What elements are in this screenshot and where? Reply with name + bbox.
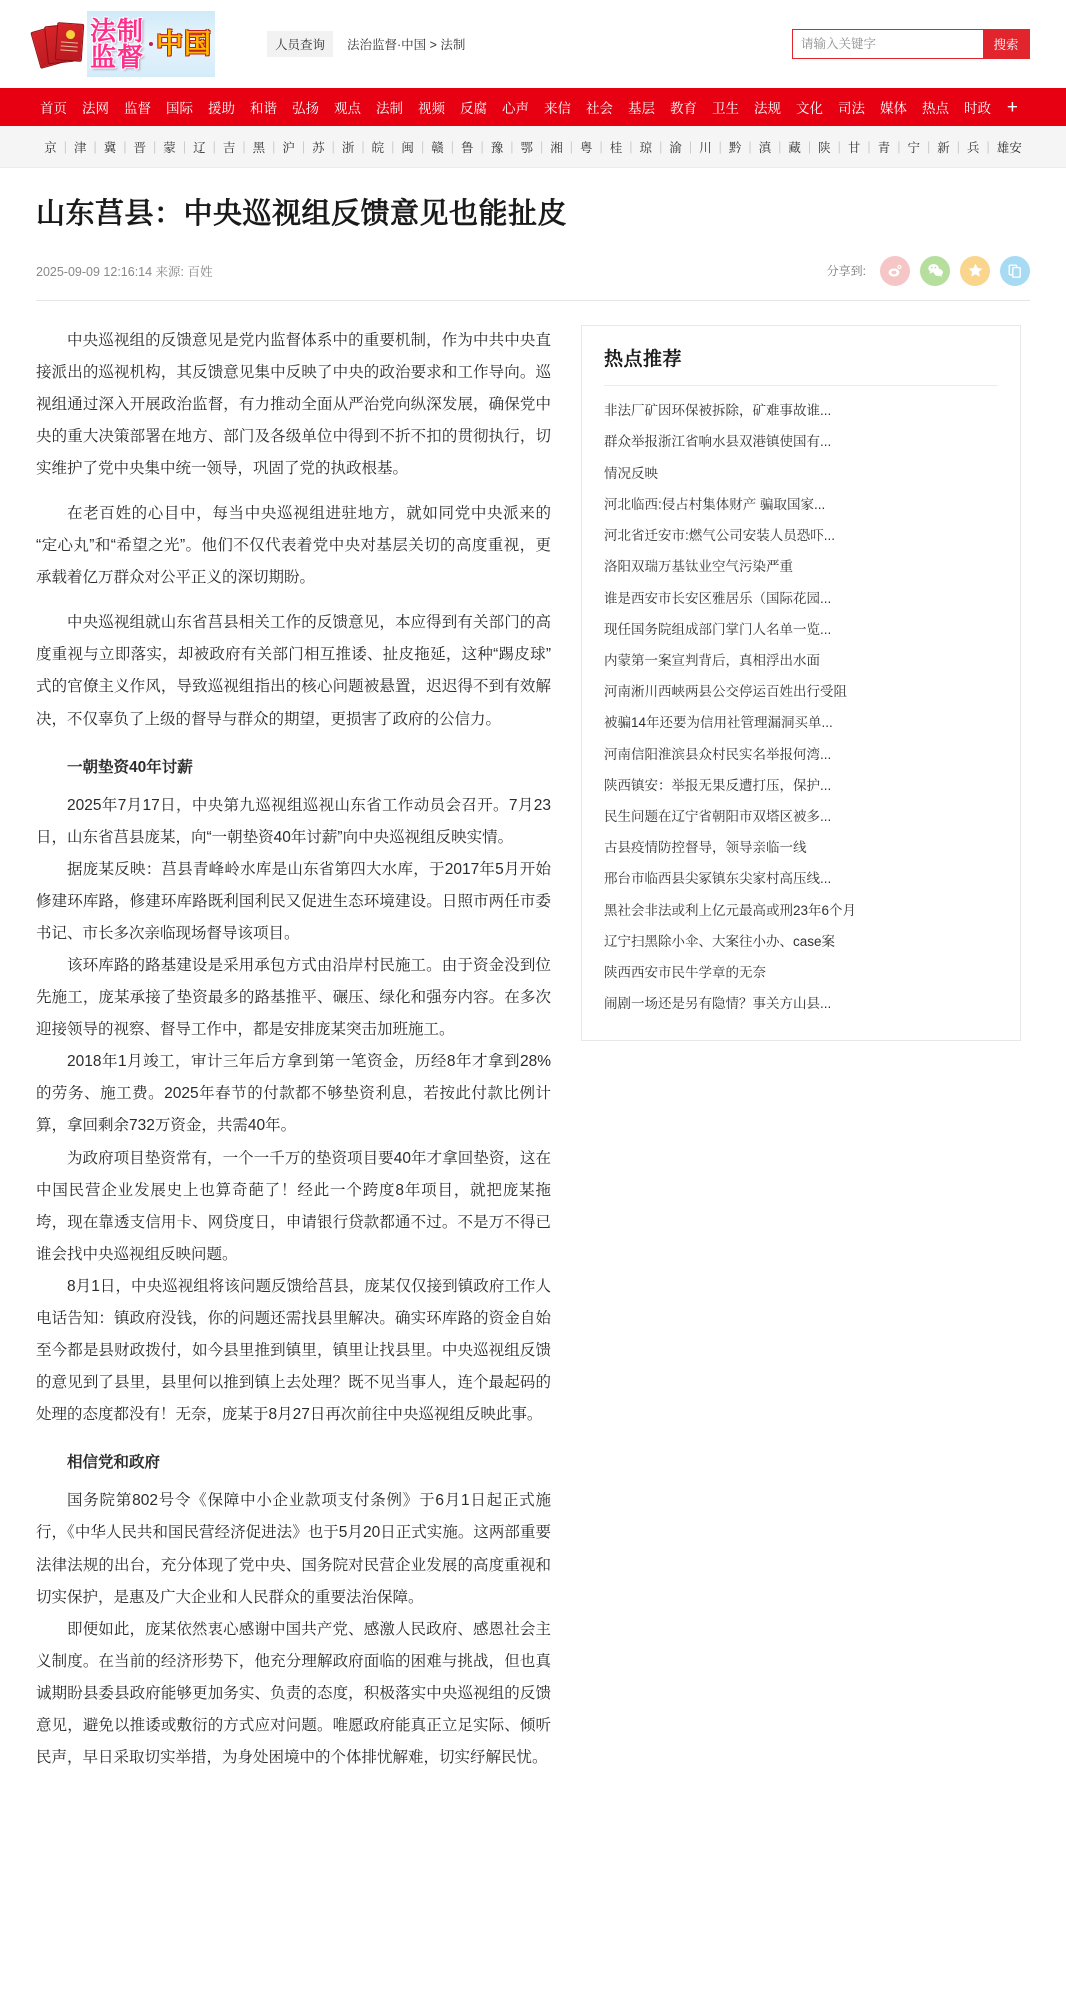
province-separator: | <box>688 139 693 154</box>
hot-item-link-12[interactable]: 陕西镇安：举报无果反遭打压，保护... <box>604 777 832 793</box>
hot-item-link-18[interactable]: 陕西西安市民牛学章的无奈 <box>604 965 766 981</box>
nav-item-21[interactable]: 热点 <box>922 101 949 116</box>
province-separator: | <box>837 139 841 154</box>
list-item <box>604 396 998 427</box>
list-item <box>604 583 998 614</box>
nav-item-14[interactable]: 基层 <box>628 101 655 116</box>
nav-item-19[interactable]: 司法 <box>838 101 865 116</box>
hot-recommend-list <box>604 396 998 1020</box>
province-separator: | <box>778 139 782 154</box>
wechat-icon[interactable] <box>920 256 950 286</box>
province-separator: | <box>331 139 335 154</box>
site-logo[interactable] <box>33 11 215 77</box>
nav-expand-plus-icon[interactable]: + <box>1006 96 1018 118</box>
province-link-20[interactable]: 琼 <box>639 140 653 155</box>
hot-item-link-7[interactable]: 现任国务院组成部门掌门人名单一览... <box>604 621 832 637</box>
hot-item-link-3[interactable]: 河北临西:侵占村集体财产 骗取国家... <box>604 496 826 512</box>
list-item <box>604 989 998 1020</box>
province-separator: | <box>926 139 931 154</box>
province-separator: | <box>718 139 722 154</box>
article-meta-text: 2025-09-09 12:16:14 来源: 百姓 <box>36 264 213 279</box>
province-separator: | <box>420 139 425 154</box>
province-link-23[interactable]: 黔 <box>728 140 742 155</box>
nav-item-4[interactable]: 援助 <box>208 101 235 116</box>
province-link-4[interactable]: 蒙 <box>163 140 176 155</box>
hot-item-link-13[interactable]: 民生问题在辽宁省朝阳市双塔区被多... <box>604 809 832 825</box>
province-separator: | <box>510 139 514 154</box>
province-separator: | <box>569 139 574 154</box>
province-link-13[interactable]: 赣 <box>431 140 444 155</box>
province-separator: | <box>599 139 603 154</box>
list-item <box>604 864 998 895</box>
province-separator: | <box>391 139 395 154</box>
nav-item-12[interactable]: 来信 <box>544 101 571 116</box>
hot-item-link-9[interactable]: 河南淅川西峡两县公交停运百姓出行受阻 <box>604 684 847 700</box>
article-s1-paragraph-3: 2018年1月竣工，审计三年后方拿到第一笔资金，历经8年才拿到28%的劳务、施工费。2025年春节的付款都不够垫资利息，若按此付款比例计算，拿回剩余732万资金，共需40年。 <box>36 1053 551 1135</box>
province-separator: | <box>93 139 97 154</box>
hot-item-link-15[interactable]: 邢台市临西县尖冢镇东尖家村高压线... <box>604 871 832 887</box>
province-separator: | <box>867 139 871 154</box>
article-header <box>0 168 1066 301</box>
hot-item-link-2[interactable]: 情况反映 <box>604 465 658 481</box>
list-item <box>604 926 998 957</box>
list-item <box>604 708 998 739</box>
article-s1-paragraph-4: 为政府项目垫资常有，一个一千万的垫资项目要40年才拿回垫资，这在中国民营企业发展史上也算奇葩了！经此一个跨度8年项目，就把庞某拖垮，现在靠透支信用卡、网贷度日，申请银行贷款都通不过。不是万不得已谁会找中央巡视组反映问题。 <box>36 1149 551 1263</box>
sidebar <box>581 325 1021 1041</box>
logo-text-left: 法制 监督 <box>89 16 144 72</box>
province-link-8[interactable]: 沪 <box>282 140 295 155</box>
province-separator: | <box>301 139 306 154</box>
province-separator: | <box>450 139 454 154</box>
province-link-32[interactable]: 雄安 <box>996 140 1022 155</box>
main-nav-items <box>0 97 991 117</box>
share-label: 分享到: <box>826 264 866 279</box>
breadcrumb[interactable]: 法治监督·中国 > 法制 <box>347 38 466 52</box>
province-link-22[interactable]: 川 <box>699 140 712 155</box>
hot-item-link-10[interactable]: 被骗14年还要为信用社管理漏洞买单... <box>604 715 833 731</box>
province-separator: | <box>480 139 484 154</box>
province-list <box>37 138 1029 156</box>
list-item <box>604 552 998 583</box>
province-link-6[interactable]: 吉 <box>222 140 236 155</box>
province-link-26[interactable]: 陕 <box>818 140 831 155</box>
nav-item-5[interactable]: 和谐 <box>250 101 277 116</box>
list-item <box>604 489 998 520</box>
copy-link-icon[interactable] <box>1000 256 1030 286</box>
province-separator: | <box>361 139 365 154</box>
province-separator: | <box>123 139 127 154</box>
article-s1-paragraph-1: 据庞某反映：莒县青峰岭水库是山东省第四大水库，于2017年5月开始修建环库路，修建环库路既利国利民又促进生态环境建设。日照市两任市委书记、市长多次亲临现场督导该项目。 <box>36 860 551 943</box>
list-item <box>604 427 998 458</box>
list-item <box>604 958 998 989</box>
main-navigation <box>0 88 1066 126</box>
article-paragraph-0: 中央巡视组的反馈意见是党内监督体系中的重要机制，作为中共中央直接派出的巡视机构，其反馈意见集中反映了中央的政治要求和工作导向。巡视组通过深入开展政治监督，有力推动全面从严治党向纵深发展，确保党中央的重大决策部署在地方、部门及各级单位中得到不折不扣的贯彻执行，切实维护了党中央集中统一领导，巩固了党的执政根基。 <box>36 331 551 477</box>
province-separator: | <box>807 139 812 154</box>
page-title: 山东莒县：中央巡视组反馈意见也能扯皮 <box>36 198 568 230</box>
list-item <box>604 458 998 489</box>
article-body <box>36 325 551 1774</box>
nav-item-20[interactable]: 媒体 <box>880 101 907 116</box>
province-link-12[interactable]: 闽 <box>401 140 414 155</box>
province-link-1[interactable]: 津 <box>74 140 87 155</box>
law-books-icon <box>33 19 85 69</box>
hot-item-link-4[interactable]: 河北省迁安市:燃气公司安装人员恐吓... <box>604 528 836 544</box>
hot-item-link-6[interactable]: 谁是西安市长安区雅居乐（国际花园... <box>604 590 832 606</box>
province-link-10[interactable]: 浙 <box>341 140 355 155</box>
province-link-11[interactable]: 皖 <box>371 140 385 155</box>
nav-item-10[interactable]: 反腐 <box>460 101 487 116</box>
list-item <box>604 645 998 676</box>
province-separator: | <box>986 139 990 154</box>
article-s1-paragraph-2: 该环库路的路基建设是采用承包方式由沿岸村民施工。由于资金没到位先施工，庞某承接了垫资最多的路基推平、碾压、绿化和强夯内容。在多次迎接领导的视察、督导工作中，都是安排庞某突击加班施工。 <box>36 957 551 1039</box>
list-item <box>604 739 998 770</box>
province-link-29[interactable]: 宁 <box>907 140 920 155</box>
article-paragraph-2: 中央巡视组就山东省莒县相关工作的反馈意见，本应得到有关部门的高度重视与立即落实，却被政府有关部门相互推诿、扯皮拖延，这种“踢皮球”式的官僚主义作风，导致巡视组指出的核心问题被悬置，迟迟得不到有效解决，不仅辜负了上级的督导与群众的期望，更损害了政府的公信力。 <box>36 614 551 728</box>
hot-item-link-1[interactable]: 群众举报浙江省响水县双港镇使国有... <box>604 434 832 450</box>
province-separator: | <box>748 139 752 154</box>
hot-item-link-17[interactable]: 辽宁扫黑除小伞、大案往小办、case案 <box>604 933 836 949</box>
province-link-18[interactable]: 粤 <box>580 140 593 155</box>
hot-item-link-16[interactable]: 黑社会非法或利上亿元最高或刑23年6个月 <box>604 902 857 918</box>
personnel-query-link[interactable]: 人员查询 <box>267 31 333 57</box>
logo-text-right: 中国 <box>156 28 212 59</box>
hot-recommend-title: 热点推荐 <box>604 344 998 386</box>
search-box <box>792 29 1030 59</box>
province-link-16[interactable]: 鄂 <box>520 140 533 155</box>
hot-item-link-14[interactable]: 古县疫情防控督导，领导亲临一线 <box>604 840 807 856</box>
nav-item-8[interactable]: 法制 <box>376 101 403 116</box>
hot-recommend-box <box>581 325 1021 1041</box>
article-meta-row <box>36 256 1030 301</box>
province-link-27[interactable]: 甘 <box>847 140 861 155</box>
list-item <box>604 833 998 864</box>
hot-item-link-19[interactable]: 闹剧一场还是另有隐情？事关方山县... <box>604 996 832 1012</box>
hot-item-link-5[interactable]: 洛阳双瑞万基钛业空气污染严重 <box>604 559 793 575</box>
province-separator: | <box>63 139 67 154</box>
nav-item-22[interactable]: 时政 <box>964 101 991 116</box>
province-link-25[interactable]: 藏 <box>788 140 801 155</box>
search-button[interactable]: 搜索 <box>983 30 1029 58</box>
logo-plate <box>87 11 215 77</box>
province-link-7[interactable]: 黑 <box>252 140 266 155</box>
article-s1-paragraph-5: 8月1日，中央巡视组将该问题反馈给莒县，庞某仅仅接到镇政府工作人电话告知：镇政府没钱，你的问题还需找县里解决。确实环库路的资金自始至今都是县财政拨付，如今县里推到镇里，镇里让找县里。中央巡视组反馈的意见到了县里，县里何以推到镇上去处理？既不见当事人，连个最起码的处理的态度都没有！无奈，庞某于8月27日再次前往中央巡视组反映此事。 <box>36 1277 551 1424</box>
province-link-19[interactable]: 桂 <box>609 140 623 155</box>
list-item <box>604 614 998 645</box>
province-link-9[interactable]: 苏 <box>312 140 325 155</box>
list-item <box>604 802 998 833</box>
nav-item-15[interactable]: 教育 <box>670 101 697 116</box>
nav-item-16[interactable]: 卫生 <box>712 101 739 116</box>
province-separator: | <box>272 139 276 154</box>
nav-item-1[interactable]: 法网 <box>82 101 109 116</box>
nav-item-3[interactable]: 国际 <box>166 101 193 116</box>
province-separator: | <box>182 139 187 154</box>
province-link-17[interactable]: 湘 <box>550 140 563 155</box>
province-separator: | <box>153 139 157 154</box>
hot-item-link-8[interactable]: 内蒙第一案宣判背后，真相浮出水面 <box>604 652 820 668</box>
province-link-2[interactable]: 冀 <box>103 140 117 155</box>
province-separator: | <box>212 139 216 154</box>
logo-dot <box>149 42 153 46</box>
list-item <box>604 895 998 926</box>
article-s2-paragraph-0: 国务院第802号令《保障中小企业款项支付条例》于6月1日起正式施行，《中华人民共和国民营经济促进法》也于5月20日正式实施。这两部重要法律法规的出台，充分体现了党中央、国务院对民营企业发展的高度重视和切实保护，是惠及广大企业和人民群众的重要法治保障。 <box>36 1492 551 1606</box>
header-links <box>267 31 465 57</box>
province-link-28[interactable]: 青 <box>877 140 891 155</box>
province-separator: | <box>897 139 901 154</box>
province-separator: | <box>659 139 663 154</box>
nav-item-18[interactable]: 文化 <box>796 101 823 116</box>
article-subheading-1: 一朝垫资40年讨薪 <box>67 758 193 776</box>
list-item <box>604 770 998 801</box>
qzone-star-icon[interactable] <box>960 256 990 286</box>
content-area <box>0 301 1066 1814</box>
province-separator: | <box>242 139 246 154</box>
site-header <box>0 0 1066 88</box>
nav-item-7[interactable]: 观点 <box>334 101 361 116</box>
nav-item-0[interactable]: 首页 <box>40 101 67 116</box>
province-separator: | <box>629 139 633 154</box>
province-link-3[interactable]: 晋 <box>133 140 147 155</box>
nav-item-6[interactable]: 弘扬 <box>292 101 319 116</box>
province-link-30[interactable]: 新 <box>937 140 950 155</box>
province-link-5[interactable]: 辽 <box>193 140 206 155</box>
province-separator: | <box>540 139 544 154</box>
province-link-0[interactable]: 京 <box>44 140 57 155</box>
province-link-15[interactable]: 豫 <box>490 140 504 155</box>
share-bar <box>827 256 1030 286</box>
province-separator: | <box>956 139 960 154</box>
article-paragraph-1: 在老百姓的心目中，每当中央巡视组进驻地方，就如同党中央派来的“定心丸”和“希望之光”。他们不仅代表着党中央对基层关切的高度重视，更承载着亿万群众对公平正义的深切期盼。 <box>36 505 551 587</box>
nav-item-11[interactable]: 心声 <box>502 101 529 116</box>
article-s1-paragraph-0: 2025年7月17日，中央第九巡视组巡视山东省工作动员会召开。7月23日，山东省莒县庞某，向“一朝垫资40年讨薪”向中央巡视组反映实情。 <box>36 796 551 846</box>
weibo-icon[interactable] <box>880 256 910 286</box>
hot-item-link-0[interactable]: 非法厂矿因环保被拆除，矿难事故谁... <box>604 403 832 419</box>
list-item <box>604 677 998 708</box>
article-s2-paragraph-1: 即便如此，庞某依然衷心感谢中国共产党、感激人民政府、感恩社会主义制度。在当前的经济形势下，他充分理解政府面临的困难与挑战，但也真诚期盼县委县政府能够更加务实、负责的态度，积极落实中央巡视组的反馈意见，避免以推诿或敷衍的方式应对问题。唯愿政府能真正立足实际、倾听民声，早日采取切实举措，为身处困境中的个体排忧解难，切实纾解民忧。 <box>36 1620 551 1766</box>
nav-item-17[interactable]: 法规 <box>754 101 781 116</box>
province-link-24[interactable]: 滇 <box>758 140 772 155</box>
province-navigation <box>0 126 1066 168</box>
list-item <box>604 521 998 552</box>
nav-item-9[interactable]: 视频 <box>418 101 445 116</box>
hot-item-link-11[interactable]: 河南信阳淮滨县众村民实名举报何湾... <box>604 746 832 762</box>
article-subheading-2: 相信党和政府 <box>67 1454 161 1472</box>
nav-item-13[interactable]: 社会 <box>586 101 613 116</box>
province-link-14[interactable]: 鲁 <box>460 140 474 155</box>
search-input[interactable] <box>793 30 983 58</box>
province-link-31[interactable]: 兵 <box>966 140 980 155</box>
province-link-21[interactable]: 渝 <box>669 140 682 155</box>
nav-item-2[interactable]: 监督 <box>124 101 151 116</box>
